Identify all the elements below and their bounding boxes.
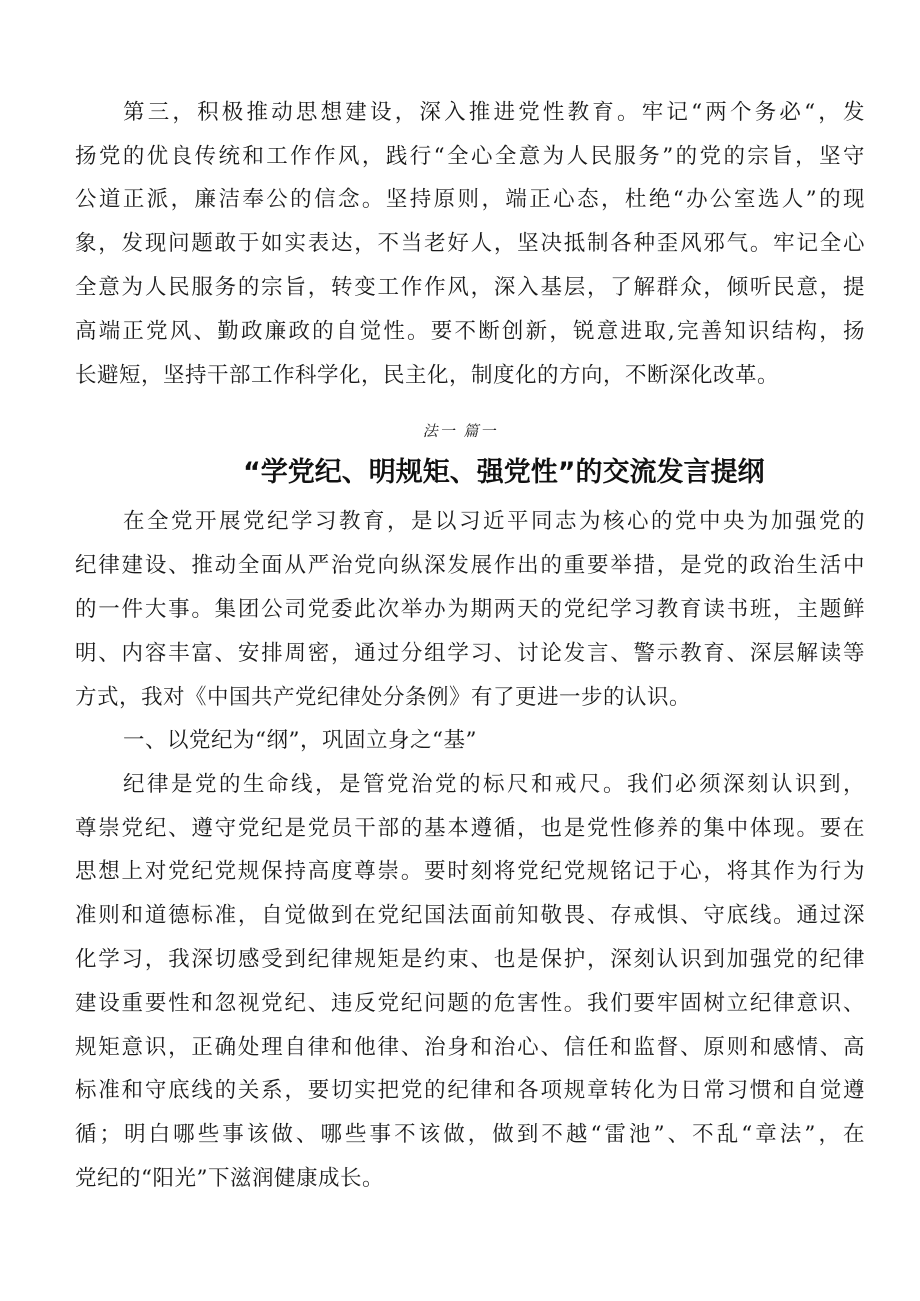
paragraph-line: 象，发现问题敢于如实表达，不当老好人，坚决抵制各种歪风邪气。牢记全心 bbox=[75, 231, 865, 256]
paragraph-line: 化学习，我深切感受到纪律规矩是约束、也是保护，深刻认识到加强党的纪律 bbox=[75, 947, 865, 972]
paragraph-line: 明、内容丰富、安排周密，通过分组学习、讨论发言、警示教育、深层解读等 bbox=[75, 641, 865, 666]
paragraph-line: 第三，积极推动思想建设，深入推进党性教育。牢记“两个务必“，发 bbox=[123, 100, 865, 125]
paragraph-line: 标准和守底线的关系，要切实把党的纪律和各项规章转化为日常习惯和自觉遵 bbox=[75, 1078, 865, 1103]
paragraph-line: 建设重要性和忽视党纪、违反党纪问题的危害性。我们要牢固树立纪律意识、 bbox=[75, 991, 865, 1016]
paragraph-line: 循；明白哪些事该做、哪些事不该做，做到不越“雷池”、不乱“章法”，在 bbox=[75, 1122, 865, 1147]
paragraph-line: 全意为人民服务的宗旨，转变工作作风，深入基层，了解群众，倾听民意，提 bbox=[75, 275, 865, 300]
section-heading: 一、以党纪为“纲”，巩固立身之“基” bbox=[123, 728, 477, 753]
paragraph-line: 准则和道德标准，自觉做到在党纪国法面前知敬畏、存戒惧、守底线。通过深 bbox=[75, 903, 865, 928]
paragraph-line: 规矩意识，正确处理自律和他律、治身和治心、信任和监督、原则和感情、高 bbox=[75, 1035, 865, 1060]
article-title: “学党纪、明规矩、强党性”的交流发言提纲 bbox=[243, 457, 765, 488]
paragraph-line: 方式，我对《中国共产党纪律处分条例》有了更进一步的认识。 bbox=[75, 685, 692, 710]
paragraph-line: 扬党的优良传统和工作作风，践行“全心全意为人民服务”的党的宗旨，坚守 bbox=[75, 144, 865, 169]
paragraph-line: 尊崇党纪、遵守党纪是党员干部的基本遵循，也是党性修养的集中体现。要在 bbox=[75, 816, 865, 841]
section-separator: 法一 篇一 bbox=[422, 422, 498, 440]
paragraph-line: 思想上对党纪党规保持高度尊崇。要时刻将党纪党规铭记于心，将其作为行为 bbox=[75, 859, 865, 884]
paragraph-line: 高端正党风、勤政廉政的自觉性。要不断创新，锐意进取,完善知识结构，扬 bbox=[75, 319, 865, 344]
paragraph-line: 在全党开展党纪学习教育，是以习近平同志为核心的党中央为加强党的 bbox=[123, 509, 865, 534]
paragraph-line: 纪律建设、推动全面从严治党向纵深发展作出的重要举措，是党的政治生活中 bbox=[75, 553, 865, 578]
paragraph-line: 的一件大事。集团公司党委此次举办为期两天的党纪学习教育读书班，主题鲜 bbox=[75, 597, 865, 622]
paragraph-line: 纪律是党的生命线，是管党治党的标尺和戒尺。我们必须深刻认识到， bbox=[123, 772, 865, 797]
paragraph-line: 党纪的“阳光”下滋润健康成长。 bbox=[75, 1166, 384, 1191]
paragraph-line: 长避短，坚持干部工作科学化，民主化，制度化的方向，不断深化改革。 bbox=[75, 363, 780, 388]
paragraph-line: 公道正派，廉洁奉公的信念。坚持原则，端正心态，杜绝“办公室选人”的现 bbox=[75, 187, 865, 212]
